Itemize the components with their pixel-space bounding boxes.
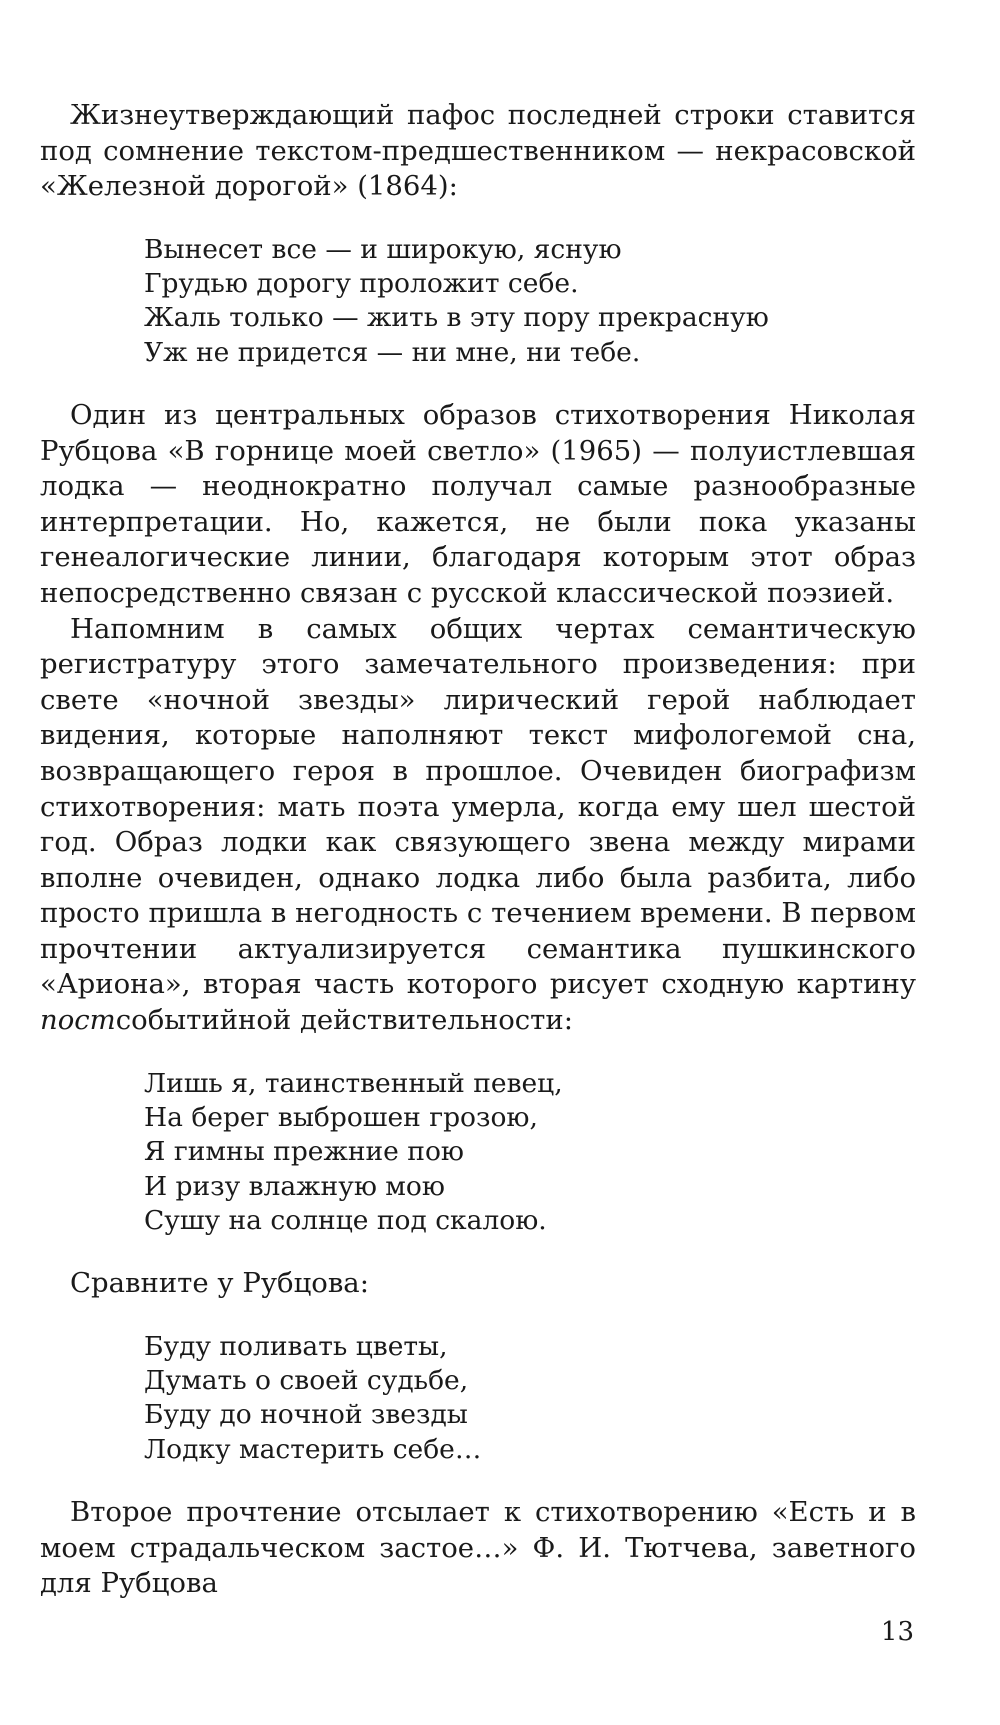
verse-line: Лодку мастерить себе… — [144, 1433, 482, 1465]
page-number: 13 — [880, 1617, 914, 1647]
paragraph-second-reading: Второе прочтение отсылает к стихотворению «Есть и в моем страдальческом застое…» Ф. И. Тютчева, заветного для Рубцова — [40, 1495, 916, 1600]
verse-line: Буду поливать цветы, — [144, 1330, 448, 1362]
verse-nekrasov — [40, 233, 916, 370]
verse-line: Лишь я, таинственный певец, — [144, 1067, 563, 1099]
verse-line: Уж не придется — ни мне, ни тебе. — [144, 336, 641, 368]
verse-line: Буду до ночной звезды — [144, 1399, 468, 1431]
verse-line: Сушу на солнце под скалою. — [144, 1204, 547, 1236]
paragraph-compare: Сравните у Рубцова: — [70, 1267, 369, 1300]
page-body — [40, 98, 916, 1602]
verse-rubtsov — [40, 1330, 916, 1467]
verse-line: Жаль только — жить в эту пору прекрасную — [144, 302, 769, 334]
verse-line: Думать о своей судьбе, — [144, 1365, 469, 1397]
verse-pushkin-arion — [40, 1067, 916, 1238]
italic-prefix: пост — [40, 1004, 116, 1037]
verse-line: На берег выброшен грозою, — [144, 1101, 538, 1133]
verse-line: Вынесет все — и широкую, ясную — [144, 233, 622, 265]
paragraph-rubtsov-intro: Один из центральных образов стихотворения Николая Рубцова «В горнице моей светло» (1965) — полуистлевшая лодка — неоднократно получал самые разнообразные интерпретации. Но, кажется, не были пока указаны генеалогические линии, благодаря которым этот образ непосредственно связан с русской классической поэзией. — [40, 398, 916, 609]
verse-line: Я гимны прежние пою — [144, 1136, 464, 1168]
verse-line: Грудью дорогу проложит себе. — [144, 268, 579, 300]
verse-line: И ризу влажную мою — [144, 1170, 445, 1202]
paragraph-semantics — [40, 612, 916, 1039]
paragraph-intro: Жизнеутверждающий пафос последней строки ставится под сомнение текстом-предшественником — некрасовской «Железной дорогой» (1864): — [40, 99, 916, 203]
paragraph-text: Напомним в самых общих чертах семантическую регистратуру этого замечательного произведения: при свете «ночной звезды» лирический герой наблюдает видения, которые наполняют текст мифологемой сна, возвращающего героя в прошлое. Очевиден биографизм стихотворения: мать поэта умерла, когда ему шел шестой год. Образ лодки как связующего звена между мирами вполне очевиден, однако лодка либо была разбита, либо просто пришла в негодность с течением времени. В первом прочтении актуализируется семантика пушкинского «Ариона», вторая часть которого рисует сходную картину — [40, 612, 916, 1001]
paragraph-text: событийной действительности: — [115, 1004, 573, 1037]
